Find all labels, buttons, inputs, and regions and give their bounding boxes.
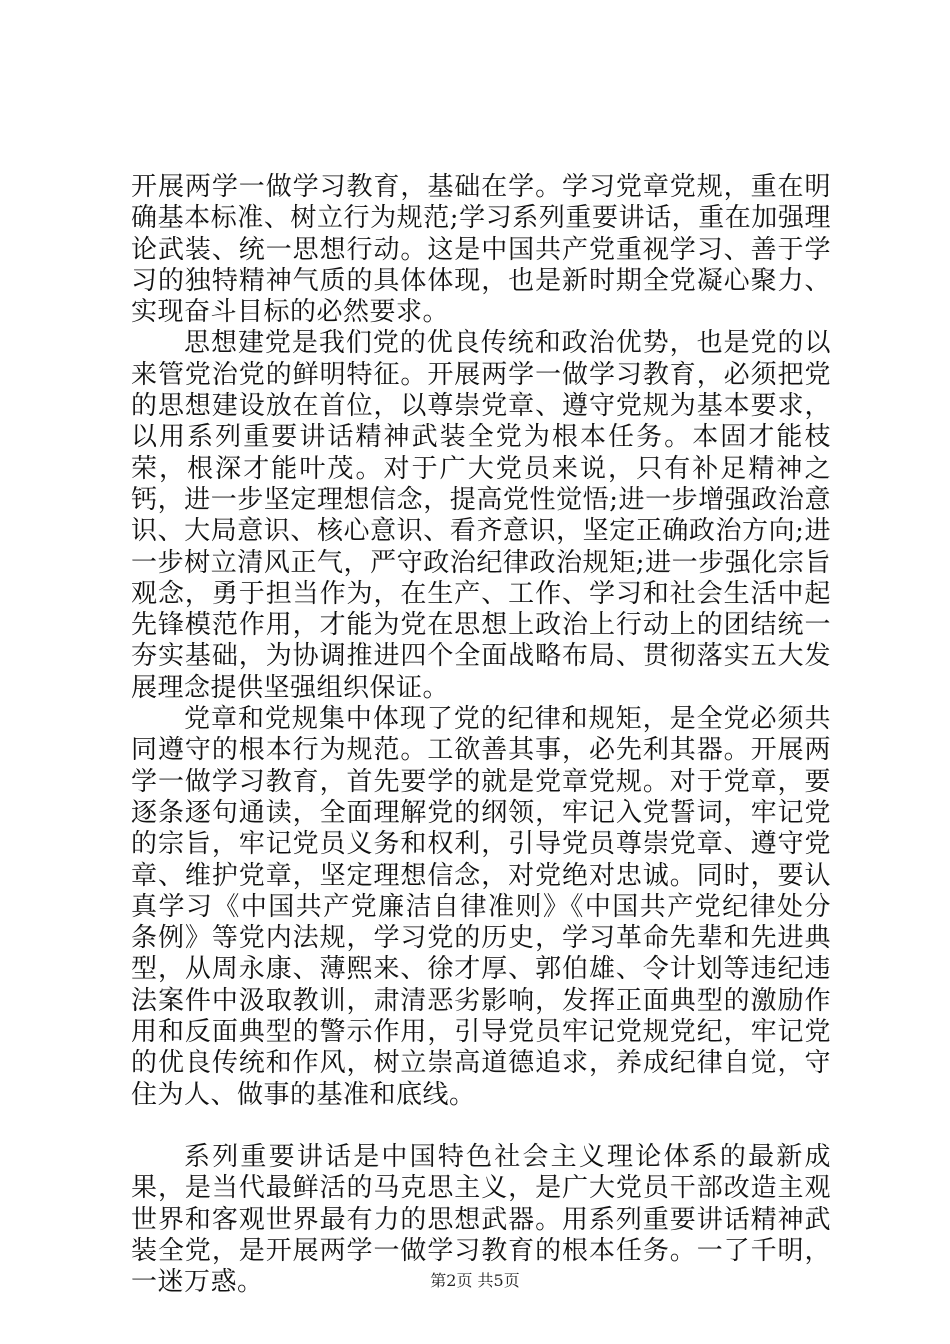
paragraph-4: 系列重要讲话是中国特色社会主义理论体系的最新成果，是当代最鲜活的马克思主义，是广大党员干部改造主观世界和客观世界最有力的思想武器。用系列重要讲话精神武装全党，是开展两学一做学习教育的根本任务。一了千明，一迷万惑。 [131, 1141, 831, 1298]
paragraph-3: 党章和党规集中体现了党的纪律和规矩，是全党必须共同遵守的根本行为规范。工欲善其事，必先利其器。开展两学一做学习教育，首先要学的就是党章党规。对于党章，要逐条逐句通读，全面理解党的纲领，牢记入党誓词，牢记党的宗旨，牢记党员义务和权利，引导党员尊崇党章、遵守党章、维护党章，坚定理想信念，对党绝对忠诚。同时，要认真学习《中国共产党廉洁自律准则》《中国共产党纪律处分条例》等党内法规，学习党的历史，学习革命先辈和先进典型，从周永康、薄熙来、徐才厚、郭伯雄、令计划等违纪违法案件中汲取教训，肃清恶劣影响，发挥正面典型的激励作用和反面典型的警示作用，引导党员牢记党规党纪，牢记党的优良传统和作风，树立崇高道德追求，养成纪律自觉，守住为人、做事的基准和底线。 [131, 704, 831, 1110]
page-number-footer: 第2页 共5页 [430, 1271, 520, 1290]
document-body [131, 172, 831, 1298]
paragraph-2: 思想建党是我们党的优良传统和政治优势，也是党的以来管党治党的鲜明特征。开展两学一做学习教育，必须把党的思想建设放在首位，以尊崇党章、遵守党规为基本要求，以用系列重要讲话精神武装全党为根本任务。本固才能枝荣，根深才能叶茂。对于广大党员来说，只有补足精神之钙，进一步坚定理想信念，提高党性觉悟;进一步增强政治意识、大局意识、核心意识、看齐意识，坚定正确政治方向;进一步树立清风正气，严守政治纪律政治规矩;进一步强化宗旨观念，勇于担当作为，在生产、工作、学习和社会生活中起先锋模范作用，才能为党在思想上政治上行动上的团结统一夯实基础，为协调推进四个全面战略布局、贯彻落实五大发展理念提供坚强组织保证。 [131, 328, 831, 703]
paragraph-1: 开展两学一做学习教育，基础在学。学习党章党规，重在明确基本标准、树立行为规范;学习系列重要讲话，重在加强理论武装、统一思想行动。这是中国共产党重视学习、善于学习的独特精神气质的具体体现，也是新时期全党凝心聚力、实现奋斗目标的必然要求。 [131, 172, 831, 328]
